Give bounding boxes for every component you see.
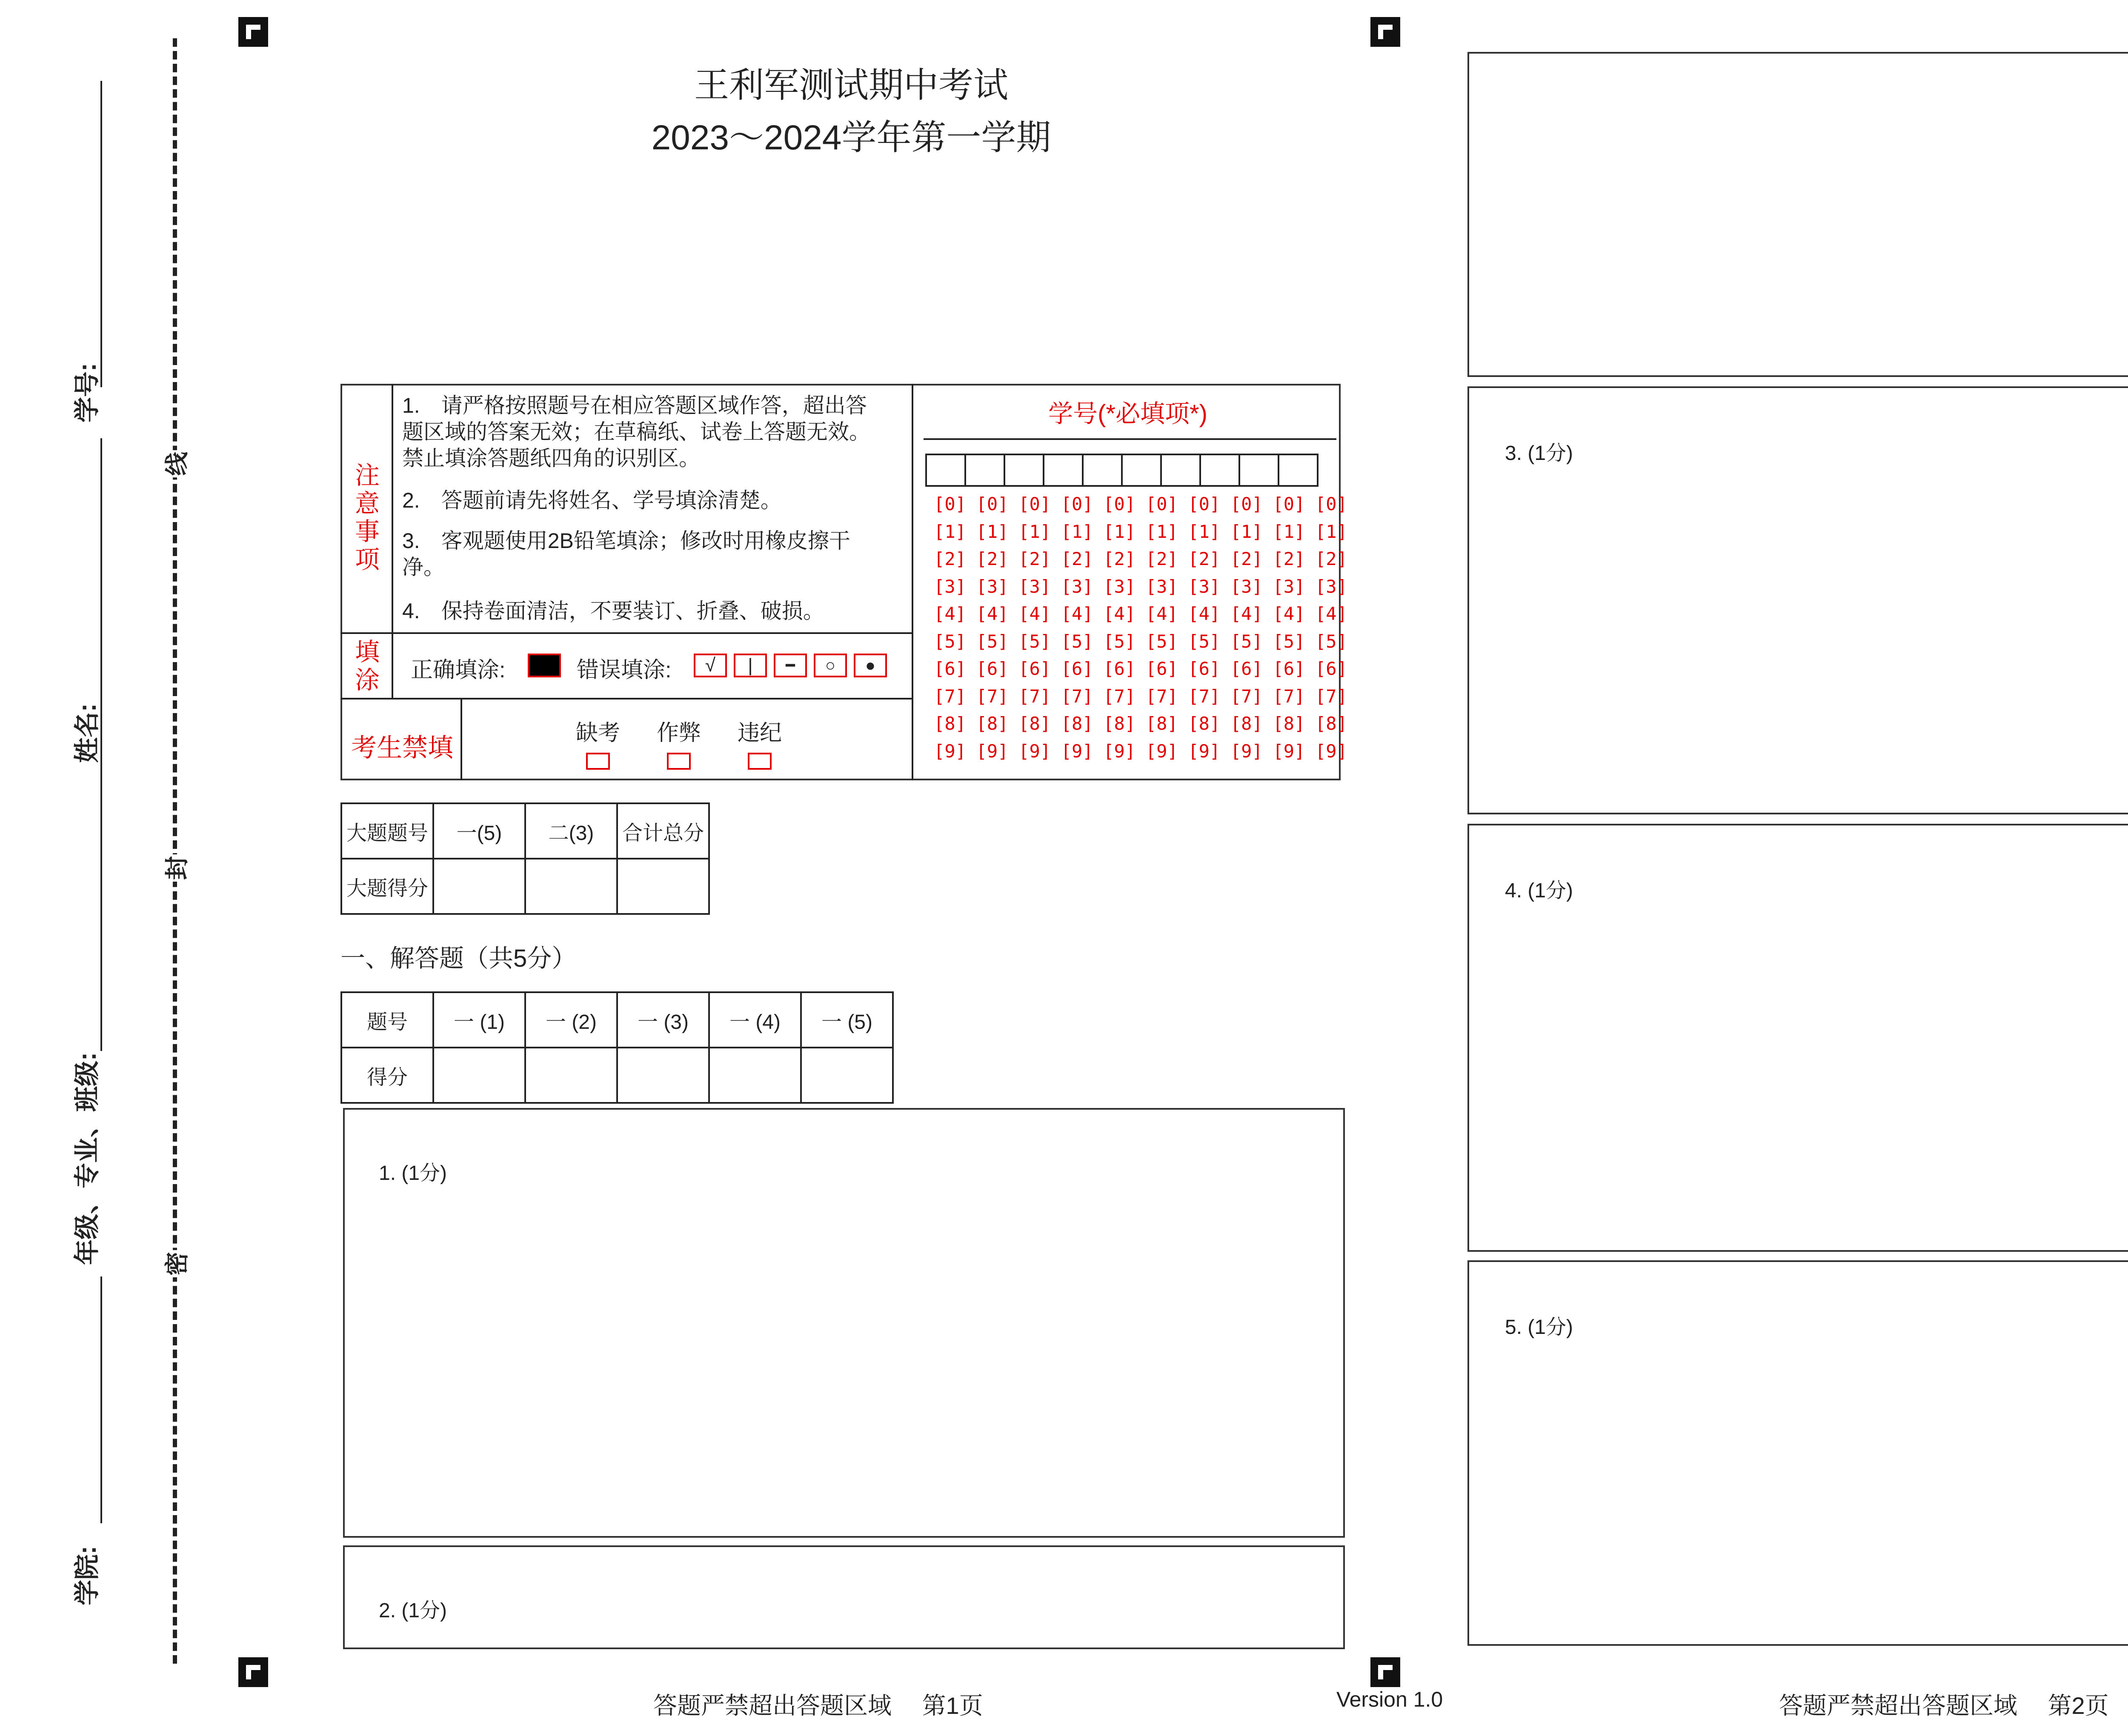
forbidden-heading: 考生禁填 [351,734,453,762]
student-id-bubble[interactable]: [5] [1188,631,1221,652]
notes-heading: 注意事项 [355,462,380,574]
section1-score-row [341,1048,893,1103]
student-id-bubble[interactable]: [3] [1061,576,1093,597]
wrong-mark-dash-icon: ━ [774,654,807,677]
student-id-digit-box[interactable] [1004,454,1044,487]
student-id-bubble[interactable]: [0] [1145,494,1178,514]
student-id-bubble[interactable]: [4] [1230,603,1263,624]
binding-secret-word: 密 [158,1250,192,1277]
student-id-bubble-row [932,658,1349,679]
question-5-label: 5. (1分) [1505,1316,1573,1339]
fill-col-divider [392,632,393,698]
student-id-bubble-row [932,631,1349,652]
forbidden-absent-label: 缺考 [575,721,620,745]
student-id-bubble[interactable]: [2] [1273,548,1305,569]
student-id-bubble[interactable]: [9] [1230,740,1263,762]
student-id-write-line [100,81,102,387]
student-id-digit-box[interactable] [1278,454,1319,487]
student-id-bubble[interactable]: [6] [1230,658,1263,679]
section1-score-input[interactable] [525,1048,617,1103]
binding-seal-word: 封 [158,854,192,882]
summary-score-row [341,859,709,914]
student-id-bubble[interactable]: [2] [1230,548,1263,569]
student-id-bubble[interactable]: [6] [1103,658,1136,679]
student-id-bubble[interactable]: [0] [1230,494,1263,514]
student-id-bubble[interactable]: [1] [1230,521,1263,542]
id-divider [912,384,913,780]
student-id-bubble[interactable]: [1] [1188,521,1221,542]
student-id-bubble[interactable]: [8] [1230,713,1263,734]
student-id-heading: 学号(*必填项*) [1048,400,1207,428]
name-write-line [100,438,102,732]
forbidden-violation-checkbox[interactable] [748,753,772,770]
section1-score-input[interactable] [617,1048,709,1103]
student-id-bubble[interactable]: [4] [976,603,1009,624]
corner-marker-icon [238,1657,268,1687]
section1-cell: 一 (2) [525,992,617,1048]
summary-score-input[interactable] [433,859,525,914]
student-id-bubble[interactable]: [0] [1188,494,1221,514]
forbidden-violation-label: 违纪 [737,721,782,745]
student-id-bubble[interactable]: [4] [1018,603,1051,624]
student-id-bubble[interactable]: [9] [1061,740,1093,762]
college-write-line [100,1276,102,1523]
student-id-bubble[interactable]: [2] [1061,548,1093,569]
binding-college-label: 学院: [72,1546,101,1605]
section1-score-input[interactable] [709,1048,801,1103]
corner-marker-icon [1370,1657,1400,1687]
section1-cell: 一 (3) [617,992,709,1048]
wrong-fill-examples [694,654,887,677]
student-id-bubble[interactable]: [9] [1018,740,1051,762]
forbidden-cheat [653,715,704,772]
section1-cell: 一 (5) [801,992,893,1048]
student-id-bubble[interactable]: [7] [1188,685,1221,707]
student-id-bubble[interactable]: [6] [1188,658,1221,679]
notes-divider [392,384,393,634]
student-id-bubble[interactable]: [4] [1273,603,1305,624]
forbidden-cheat-label: 作弊 [656,721,701,745]
summary-score-input[interactable] [617,859,709,914]
student-id-bubble[interactable]: [5] [1230,631,1263,652]
student-id-bubble[interactable]: [3] [934,576,966,597]
question-3-label: 3. (1分) [1505,442,1573,465]
forbidden-absent-checkbox[interactable] [586,753,610,770]
student-id-bubble[interactable]: [6] [934,658,966,679]
corner-marker-icon [238,17,268,47]
answer-area-q2[interactable] [343,1545,1345,1649]
answer-area-q5[interactable] [1467,1260,2128,1646]
notes-item-3: 3. 客观题使用2B铅笔填涂；修改时用橡皮擦干净。 [402,529,850,579]
student-id-bubble[interactable]: [4] [1103,603,1136,624]
answer-area-q4[interactable] [1467,824,2128,1252]
student-id-bubble[interactable]: [9] [1188,740,1221,762]
student-id-digit-box[interactable] [1082,454,1123,487]
student-id-bubble[interactable]: [7] [1145,685,1178,707]
forbidden-col-divider [460,698,462,780]
student-id-bubble[interactable]: [6] [1315,658,1347,679]
student-id-bubble[interactable]: [1] [1103,521,1136,542]
summary-cell: 二(3) [525,803,617,859]
fill-heading: 填涂 [355,638,380,694]
student-id-digit-box[interactable] [925,454,966,487]
student-id-digit-box[interactable] [964,454,1005,487]
student-id-bubble[interactable]: [7] [1018,685,1051,707]
fill-divider-bottom [340,698,913,700]
student-id-bubble[interactable]: [0] [1061,494,1093,514]
student-id-bubble[interactable]: [8] [1188,713,1221,734]
student-id-bubble[interactable]: [8] [1145,713,1178,734]
student-id-bubble[interactable]: [3] [1188,576,1221,597]
section1-score-input[interactable] [433,1048,525,1103]
question-4-label: 4. (1分) [1505,879,1573,902]
answer-area-q1[interactable] [343,1108,1345,1538]
summary-cell: 合计总分 [617,803,709,859]
student-id-entry-row [927,454,1319,487]
notes-item-1: 1. 请严格按照题号在相应答题区域作答，超出答题区域的答案无效；在草稿纸、试卷上答题无效。禁止填涂答题纸四角的识别区。 [402,394,870,470]
student-id-bubble[interactable]: [7] [1315,685,1347,707]
student-id-bubble[interactable]: [1] [1061,521,1093,542]
binding-grade-label: 年级、专业、班级: [72,1052,101,1265]
student-id-bubble[interactable]: [1] [976,521,1009,542]
student-id-bubble[interactable]: [3] [1103,576,1136,597]
student-id-bubble[interactable]: [4] [1061,603,1093,624]
grade-write-line [100,732,102,1051]
student-id-bubble[interactable]: [2] [1315,548,1347,569]
student-id-digit-box[interactable] [1121,454,1162,487]
student-id-bubble-row [932,494,1349,514]
student-id-bubble[interactable]: [3] [1145,576,1178,597]
footer-page-2: 答题严禁超出答题区域 第2页 [1779,1692,2109,1719]
binding-dashed-line [173,38,177,1664]
student-id-bubble[interactable]: [5] [1103,631,1136,652]
student-id-bubble[interactable]: [0] [976,494,1009,514]
summary-header-row [341,803,709,859]
student-id-bubble[interactable]: [8] [1018,713,1051,734]
student-id-bubble[interactable]: [2] [1145,548,1178,569]
student-id-bubble[interactable]: [7] [976,685,1009,707]
footer-version: Version 1.0 [1336,1687,1443,1711]
student-id-bubble[interactable]: [0] [1018,494,1051,514]
student-id-bubble[interactable]: [5] [1061,631,1093,652]
answer-area-q3[interactable] [1467,386,2128,814]
student-id-bubble[interactable]: [2] [976,548,1009,569]
notes-item-4: 4. 保持卷面清洁，不要装订、折叠、破损。 [402,599,824,623]
student-id-bubble[interactable]: [9] [1273,740,1305,762]
section1-cell: 得分 [341,1048,433,1103]
binding-line-word: 线 [158,450,192,477]
section1-score-table [340,991,894,1104]
student-id-bubble[interactable]: [3] [1273,576,1305,597]
student-id-bubble[interactable]: [6] [976,658,1009,679]
student-id-bubble[interactable]: [7] [1103,685,1136,707]
summary-cell: 大题题号 [341,803,433,859]
fill-divider-top [340,632,913,634]
student-id-bubble[interactable]: [5] [1315,631,1347,652]
student-id-bubble[interactable]: [1] [1273,521,1305,542]
section1-score-input[interactable] [801,1048,893,1103]
student-id-bubble-row [932,713,1349,734]
student-id-bubble[interactable]: [2] [934,548,966,569]
student-id-bubble[interactable]: [7] [1273,685,1305,707]
student-id-heading-rule [924,438,1336,440]
student-id-bubble-row [932,603,1349,624]
student-id-bubble[interactable]: [5] [1273,631,1305,652]
student-id-bubble[interactable]: [2] [1103,548,1136,569]
student-id-bubble[interactable]: [3] [1018,576,1051,597]
wrong-mark-bar-icon: | [734,654,767,677]
student-id-digit-box[interactable] [1238,454,1279,487]
student-id-bubble[interactable]: [6] [1061,658,1093,679]
summary-score-input[interactable] [525,859,617,914]
student-id-bubble[interactable]: [7] [1061,685,1093,707]
exam-title: 王利军测试期中考试 [694,66,1008,105]
answer-area-continued[interactable] [1467,52,2128,377]
student-id-bubble[interactable]: [3] [1315,576,1347,597]
student-id-bubble[interactable]: [5] [1145,631,1178,652]
section1-cell: 题号 [341,992,433,1048]
student-id-bubble[interactable]: [4] [1145,603,1178,624]
corner-marker-icon [1370,17,1400,47]
student-id-bubble[interactable]: [8] [1273,713,1305,734]
summary-table [340,802,710,915]
student-id-bubble[interactable]: [1] [1315,521,1347,542]
student-id-bubble[interactable]: [2] [1018,548,1051,569]
student-id-bubble[interactable]: [9] [934,740,966,762]
forbidden-cheat-checkbox[interactable] [667,753,691,770]
student-id-bubble[interactable]: [2] [1188,548,1221,569]
notes-item-2: 2. 答题前请先将姓名、学号填涂清楚。 [402,488,782,512]
forbidden-absent [572,715,624,772]
student-id-bubble[interactable]: [5] [1018,631,1051,652]
correct-fill-example [528,654,561,677]
student-id-bubble-row [932,741,1349,762]
student-id-bubble[interactable]: [8] [976,713,1009,734]
wrong-mark-check-icon: √ [694,654,727,677]
question-1-label: 1. (1分) [379,1162,447,1185]
student-id-bubble[interactable]: [3] [976,576,1009,597]
section1-cell: 一 (4) [709,992,801,1048]
student-id-bubble[interactable]: [3] [1230,576,1263,597]
student-id-digit-box[interactable] [1199,454,1240,487]
wrong-mark-dot-icon: ● [854,654,887,677]
student-id-bubble[interactable]: [8] [1315,713,1347,734]
exam-semester: 2023～2024学年第一学期 [651,118,1051,157]
binding-student-id-label: 学号: [72,363,101,423]
student-id-bubble[interactable]: [9] [1103,740,1136,762]
student-id-bubble[interactable]: [5] [934,631,966,652]
student-id-bubble[interactable]: [4] [1315,603,1347,624]
student-id-bubble[interactable]: [1] [1145,521,1178,542]
student-id-bubble[interactable]: [0] [1273,494,1305,514]
forbidden-violation [734,715,785,772]
student-id-bubble[interactable]: [9] [1315,740,1347,762]
student-id-bubble[interactable]: [6] [1273,658,1305,679]
summary-cell: 大题得分 [341,859,433,914]
student-id-digit-box[interactable] [1043,454,1084,487]
student-id-bubble[interactable]: [8] [934,713,966,734]
student-id-bubble[interactable]: [9] [1145,740,1178,762]
student-id-bubble[interactable]: [7] [1230,685,1263,707]
student-id-bubble-row [932,576,1349,597]
question-2-label: 2. (1分) [379,1599,447,1622]
section1-header-row [341,992,893,1048]
student-id-bubble[interactable]: [6] [1145,658,1178,679]
wrong-fill-label: 错误填涂: [577,658,672,682]
binding-name-label: 姓名: [72,703,101,763]
student-id-bubble[interactable]: [1] [934,521,966,542]
student-id-bubble[interactable]: [5] [976,631,1009,652]
section1-cell: 一 (1) [433,992,525,1048]
student-id-bubble[interactable]: [8] [1103,713,1136,734]
student-id-bubble[interactable]: [0] [934,494,966,514]
student-id-bubble[interactable]: [9] [976,740,1009,762]
student-id-bubble-row [932,521,1349,542]
student-id-bubble[interactable]: [0] [1103,494,1136,514]
student-id-bubble-row [932,686,1349,707]
wrong-mark-circle-icon: ○ [814,654,847,677]
student-id-bubble-row [932,548,1349,569]
student-id-bubble[interactable]: [8] [1061,713,1093,734]
student-id-bubble[interactable]: [4] [1188,603,1221,624]
correct-fill-label: 正确填涂: [411,658,506,682]
section1-heading: 一、解答题（共5分） [340,945,577,972]
student-id-bubble[interactable]: [4] [934,603,966,624]
student-id-digit-box[interactable] [1160,454,1201,487]
student-id-bubble[interactable]: [0] [1315,494,1347,514]
student-id-bubble[interactable]: [7] [934,685,966,707]
footer-page-1: 答题严禁超出答题区域 第1页 [653,1692,983,1719]
student-id-bubble[interactable]: [6] [1018,658,1051,679]
student-id-bubble[interactable]: [1] [1018,521,1051,542]
summary-cell: 一(5) [433,803,525,859]
